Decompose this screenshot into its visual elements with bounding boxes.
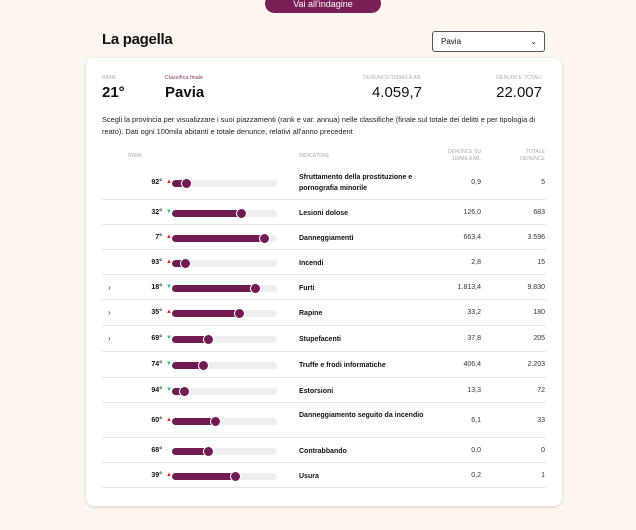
header-rate-line2: 100MILA AB.	[452, 156, 481, 162]
trend-down-icon: ▼	[166, 283, 172, 290]
rank-bar-dot	[210, 416, 221, 427]
rate-cell: 0,9	[471, 179, 481, 186]
total-cell: 9.830	[527, 283, 545, 291]
table-row	[102, 403, 546, 438]
row-rank: 7°	[155, 233, 162, 241]
indicator-name: Danneggiamenti	[299, 234, 354, 242]
rank-bar-fill	[172, 235, 265, 242]
trend-up-icon: ▲	[166, 233, 172, 240]
total-cell: 2.203	[527, 361, 545, 368]
rate-cell: 2,8	[471, 258, 481, 266]
trend-down-icon: ▼	[166, 208, 172, 215]
table-row	[102, 250, 546, 275]
rank-bar	[172, 418, 277, 425]
row-rank: 74°	[151, 361, 162, 368]
rate-cell: 0,2	[471, 471, 481, 479]
header-total-line1: TOTALE	[526, 149, 545, 155]
total-cell: 33	[537, 416, 545, 424]
rank-bar-dot	[259, 233, 270, 244]
indicator-name: Lesioni dolose	[299, 209, 349, 217]
province-select-value: Pavia	[441, 37, 462, 46]
rank-bar-dot	[198, 360, 209, 371]
row-rank: 35°	[151, 309, 162, 316]
table-row	[102, 463, 546, 488]
rank-bar	[172, 310, 277, 317]
total-cell: 1	[541, 471, 545, 479]
total-value: 22.007	[496, 84, 542, 101]
trend-up-icon: ▲	[166, 471, 172, 478]
total-cell: 5	[541, 179, 545, 186]
trend-down-icon: ▼	[166, 335, 172, 341]
row-rank: 32°	[151, 208, 162, 216]
row-rank: 69°	[151, 335, 162, 342]
rank-value: 21°	[102, 84, 125, 101]
table-row	[102, 225, 546, 250]
rate-cell: 33,2	[467, 309, 481, 316]
indicator-name: Estorsioni	[299, 387, 334, 395]
rank-bar	[172, 235, 277, 242]
trend-flat-icon: -	[166, 446, 168, 453]
chevron-down-icon: ⌄	[530, 37, 537, 46]
header-total-line2: DENUNCE	[520, 156, 545, 162]
report-card	[86, 58, 562, 506]
province-select[interactable]	[432, 31, 545, 52]
rate-cell: 6,1	[471, 416, 481, 424]
trend-up-icon: ▲	[166, 309, 172, 315]
rate-cell: 663,4	[463, 233, 481, 241]
total-cell: 0	[541, 446, 545, 454]
row-rank: 94°	[151, 386, 162, 394]
indicator-name: Truffe e frodi informatiche	[299, 362, 386, 369]
total-cell: 205	[533, 335, 545, 342]
header-rate	[422, 149, 481, 163]
rank-bar	[172, 180, 277, 187]
trend-down-icon: ▼	[166, 386, 172, 393]
expand-chevron-icon[interactable]: ›	[108, 334, 111, 343]
description: Scegli la provincia per visualizzare i suoi piazzamenti (rank e var. annua) nelle classifiche (finale sul totale dei delitti e per tipologia di reato). Dati ogni 100mila abitanti e totale denunce, relativi all'anno precedent	[102, 115, 535, 136]
table-row[interactable]	[102, 300, 546, 326]
rank-bar-dot	[230, 471, 241, 482]
table-row[interactable]	[102, 326, 546, 352]
rate-cell: 37,8	[467, 335, 481, 342]
rank-bar	[172, 388, 277, 395]
rank-bar-dot	[179, 386, 190, 397]
header-total	[492, 149, 545, 163]
header-rank: RANK	[128, 153, 142, 159]
total-cell: 683	[533, 208, 545, 216]
total-cell: 180	[533, 309, 545, 316]
total-cell: 3.596	[527, 233, 545, 241]
rank-bar-dot	[236, 208, 247, 219]
rate-cell: 1.813,4	[457, 283, 481, 291]
expand-chevron-icon[interactable]: ›	[108, 308, 111, 317]
indicator-name: Furti	[299, 284, 315, 292]
rate-cell: 126,0	[463, 208, 481, 216]
rank-bar	[172, 210, 277, 217]
indicator-name: Danneggiamento seguito da incendio	[299, 411, 424, 419]
rate-cell: 13,3	[467, 386, 481, 394]
rank-bar-dot	[203, 334, 214, 345]
table-row	[102, 378, 546, 403]
table-row	[102, 352, 546, 378]
rank-bar	[172, 473, 277, 480]
rank-bar-fill	[172, 310, 240, 317]
table-row	[102, 200, 546, 225]
rank-bar	[172, 285, 277, 292]
rank-label: RANK	[102, 75, 117, 81]
row-rank: 68°	[151, 446, 162, 454]
investigation-button[interactable]: Vai all'indagine	[265, 0, 381, 13]
total-cell: 72	[537, 386, 545, 394]
row-rank: 39°	[151, 471, 162, 479]
rate-cell: 406,4	[463, 361, 481, 368]
table-row	[102, 166, 546, 200]
rank-bar	[172, 448, 277, 455]
total-label: DENUNCE TOTALI	[496, 75, 542, 81]
rate-cell: 0,0	[471, 446, 481, 454]
row-rank: 93°	[151, 258, 162, 266]
rank-bar-dot	[180, 258, 191, 269]
rank-bar-fill	[172, 285, 256, 292]
table-row	[102, 438, 546, 463]
page-title: La pagella	[102, 31, 173, 48]
rank-bar-dot	[234, 308, 245, 319]
trend-up-icon: ▲	[166, 416, 172, 423]
header-indicator: INDICATORE	[299, 153, 330, 159]
indicator-name: Incendi	[299, 259, 324, 267]
header-rate-line1: DENUNCE SU	[447, 149, 481, 155]
row-rank: 92°	[151, 179, 162, 186]
rank-bar	[172, 260, 277, 267]
table-row[interactable]	[102, 275, 546, 300]
trend-up-icon: ▲	[166, 179, 172, 185]
row-rank: 18°	[151, 283, 162, 291]
rank-bar-dot	[203, 446, 214, 457]
rank-bar-fill	[172, 473, 236, 480]
total-cell: 15	[537, 258, 545, 266]
rate-label: DENUNCE/100MILA AB.	[363, 75, 422, 81]
indicator-name: Contrabbando	[299, 447, 347, 455]
rank-bar-dot	[181, 178, 192, 189]
rank-bar-fill	[172, 210, 242, 217]
classification-label: Classifica finale	[165, 75, 204, 81]
trend-up-icon: ▲	[166, 258, 172, 265]
rate-value: 4.059,7	[371, 84, 422, 101]
rank-bar	[172, 336, 277, 343]
row-rank: 60°	[151, 416, 162, 424]
indicator-name: Sfruttamento della prostituzione e pornografia minorile	[299, 174, 413, 192]
indicator-name: Usura	[299, 472, 319, 480]
rank-bar-dot	[250, 283, 261, 294]
expand-chevron-icon[interactable]: ›	[108, 282, 111, 292]
rank-bar	[172, 362, 277, 369]
indicator-name: Stupefacenti	[299, 336, 342, 343]
province-name: Pavia	[165, 84, 205, 101]
trend-down-icon: ▼	[166, 361, 172, 367]
indicator-name: Rapine	[299, 310, 323, 317]
